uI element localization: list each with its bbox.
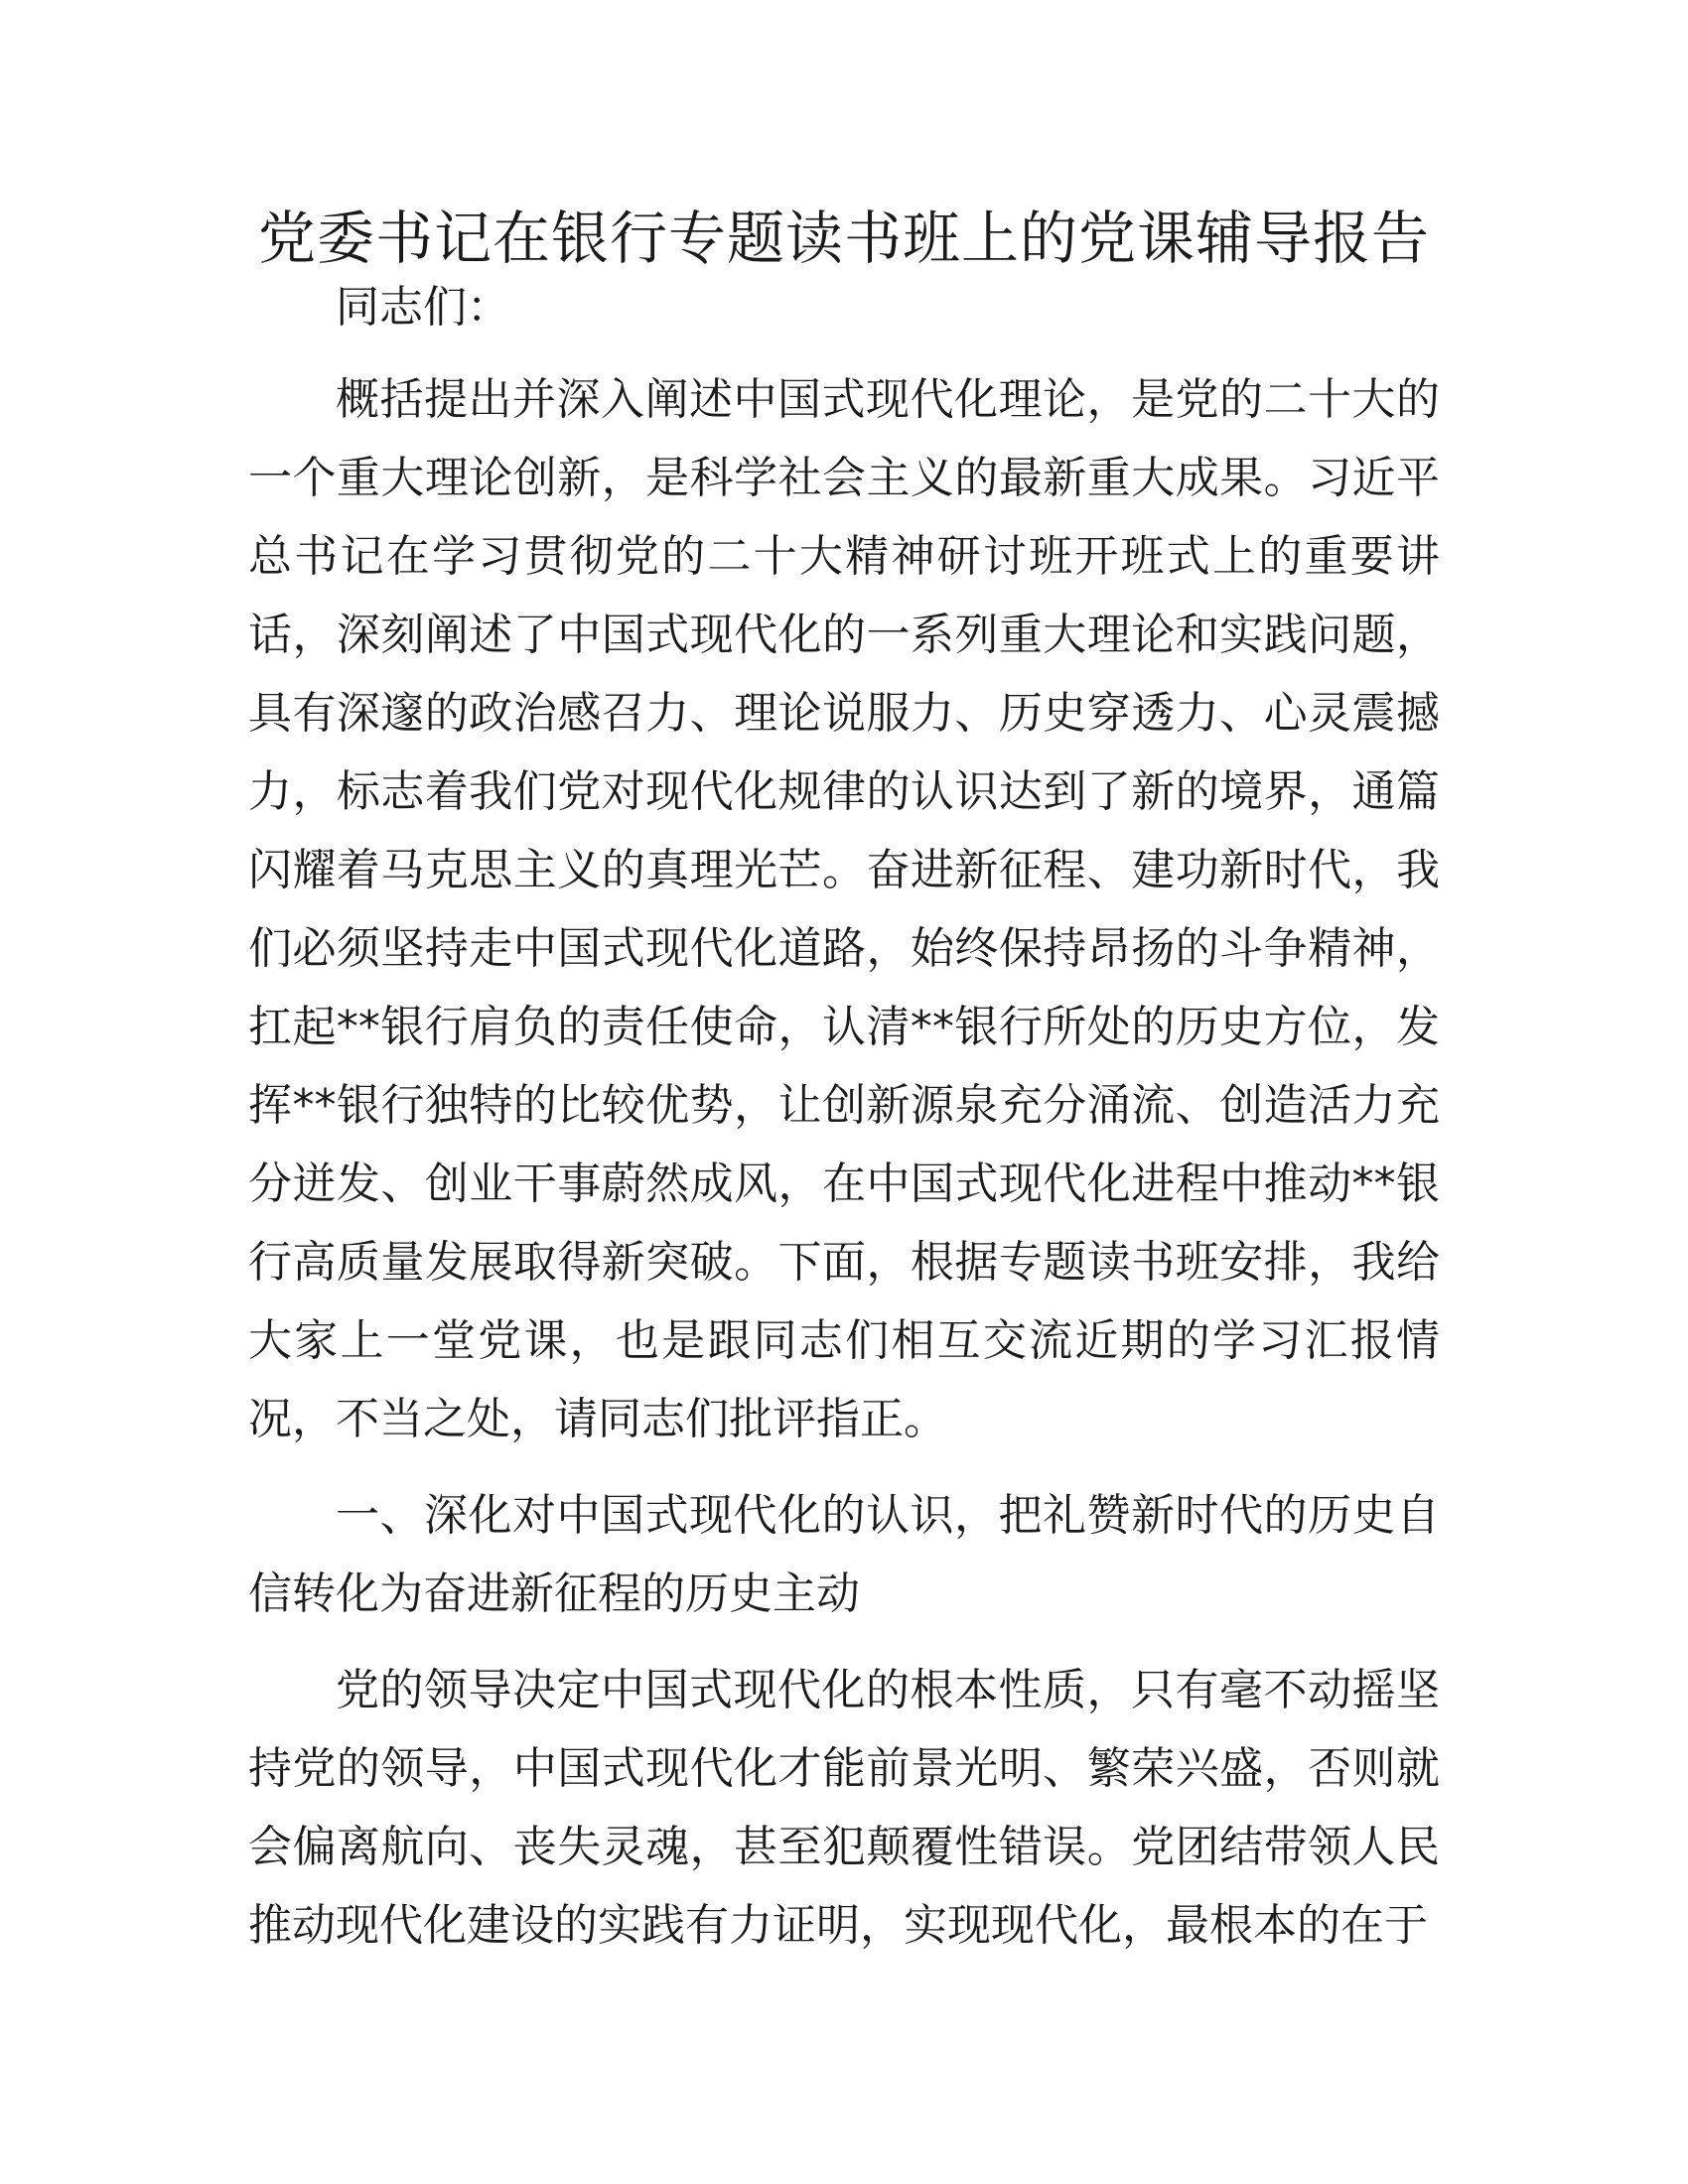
document-title: 党委书记在银行专题读书班上的党课辅导报告	[257, 205, 1430, 272]
section-1-paragraph: 党的领导决定中国式现代化的根本性质，只有毫不动摇坚持党的领导，中国式现代化才能前景光明、繁荣兴盛，否则就会偏离航向、丧失灵魂，甚至犯颠覆性错误。党团结带领人民推动现代化建设的实践有力证明，实现现代化，最根本的在于	[248, 1665, 1440, 1951]
section-heading-1: 一、深化对中国式现代化的认识，把礼赞新时代的历史自信转化为奋进新征程的历史主动	[248, 1490, 1440, 1619]
document-body	[248, 268, 1440, 1982]
salutation: 同志们：	[336, 282, 510, 333]
intro-paragraph: 概括提出并深入阐述中国式现代化理论，是党的二十大的一个重大理论创新，是科学社会主义的最新重大成果。习近平总书记在学习贯彻党的二十大精神研讨班开班式上的重要讲话，深刻阐述了中国式现代化的一系列重大理论和实践问题，具有深邃的政治感召力、理论说服力、历史穿透力、心灵震撼力，标志着我们党对现代化规律的认识达到了新的境界，通篇闪耀着马克思主义的真理光芒。奋进新征程、建功新时代，我们必须坚持走中国式现代化道路，始终保持昂扬的斗争精神，扛起**银行肩负的责任使命，认清**银行所处的历史方位，发挥**银行独特的比较优势，让创新源泉充分涌流、创造活力充分迸发、创业干事蔚然成风，在中国式现代化进程中推动**银行高质量发展取得新突破。下面，根据专题读书班安排，我给大家上一堂党课，也是跟同志们相互交流近期的学习汇报情况，不当之处，请同志们批评指正。	[248, 374, 1440, 1444]
